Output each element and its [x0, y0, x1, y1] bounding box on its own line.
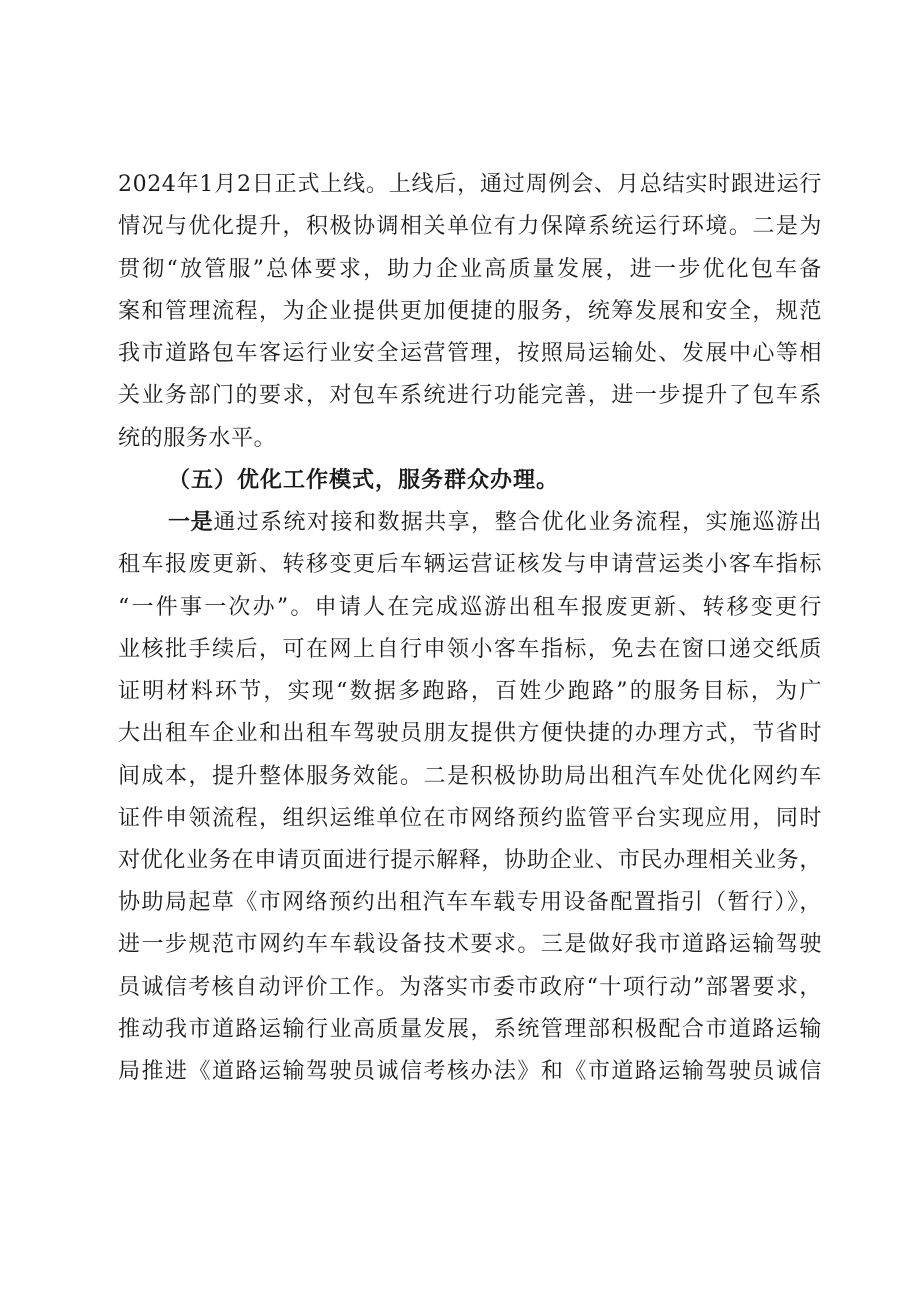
text-line: 协助局起草《市网络预约出租汽车车载专用设备配置指引（暂行）》，	[118, 890, 822, 915]
text-line: 通过系统对接和数据共享，整合优化业务流程，实施巡游出	[213, 510, 822, 535]
text-line: “一件事一次办”。申请人在完成巡游出租车报废更新、转移变更行	[118, 595, 822, 620]
text-line: 局推进《道路运输驾驶员诚信考核办法》和《市道路运输驾驶员诚信	[118, 1059, 822, 1084]
lead-emphasis: 一是	[168, 510, 214, 535]
text-line: 推动我市道路运输行业高质量发展，系统管理部积极配合市道路运输	[118, 1017, 822, 1042]
paragraph-first-line	[168, 508, 822, 538]
text-line: 员诚信考核自动评价工作。为落实市委市政府“十项行动”部署要求，	[118, 975, 822, 1000]
text-line: 进一步规范市网约车车载设备技术要求。三是做好我市道路运输驾驶	[118, 932, 822, 957]
text-line: 证明材料环节，实现“数据多跑路，百姓少跑路”的服务目标，为广	[118, 679, 822, 704]
text-line: 情况与优化提升，积极协调相关单位有力保障系统运行环境。二是为	[118, 214, 822, 239]
text-line: 大出租车企业和出租车驾驶员朋友提供方便快捷的办理方式，节省时	[118, 721, 822, 746]
text-line: 统的服务水平。	[118, 426, 277, 451]
section-heading: （五）优化工作模式，服务群众办理。	[168, 468, 560, 493]
text-line: 贯彻“放管服”总体要求，助力企业高质量发展，进一步优化包车备	[118, 257, 822, 282]
text-line: 对优化业务在申请页面进行提示解释，协助企业、市民办理相关业务，	[118, 848, 822, 873]
text-line: 案和管理流程，为企业提供更加便捷的服务，统筹发展和安全，规范	[118, 299, 822, 324]
text-line: 证件申领流程，组织运维单位在市网络预约监管平台实现应用，同时	[118, 806, 822, 831]
text-line: 2024年1月2日正式上线。上线后，通过周例会、月总结实时跟进运行	[118, 172, 822, 197]
text-line: 租车报废更新、转移变更后车辆运营证核发与申请营运类小客车指标	[118, 552, 822, 577]
text-line: 间成本，提升整体服务效能。二是积极协助局出租汽车处优化网约车	[118, 764, 822, 789]
text-line: 关业务部门的要求，对包车系统进行功能完善，进一步提升了包车系	[118, 383, 822, 408]
text-line: 我市道路包车客运行业安全运营管理，按照局运输处、发展中心等相	[118, 341, 822, 366]
text-line: 业核批手续后，可在网上自行申领小客车指标，免去在窗口递交纸质	[118, 637, 822, 662]
